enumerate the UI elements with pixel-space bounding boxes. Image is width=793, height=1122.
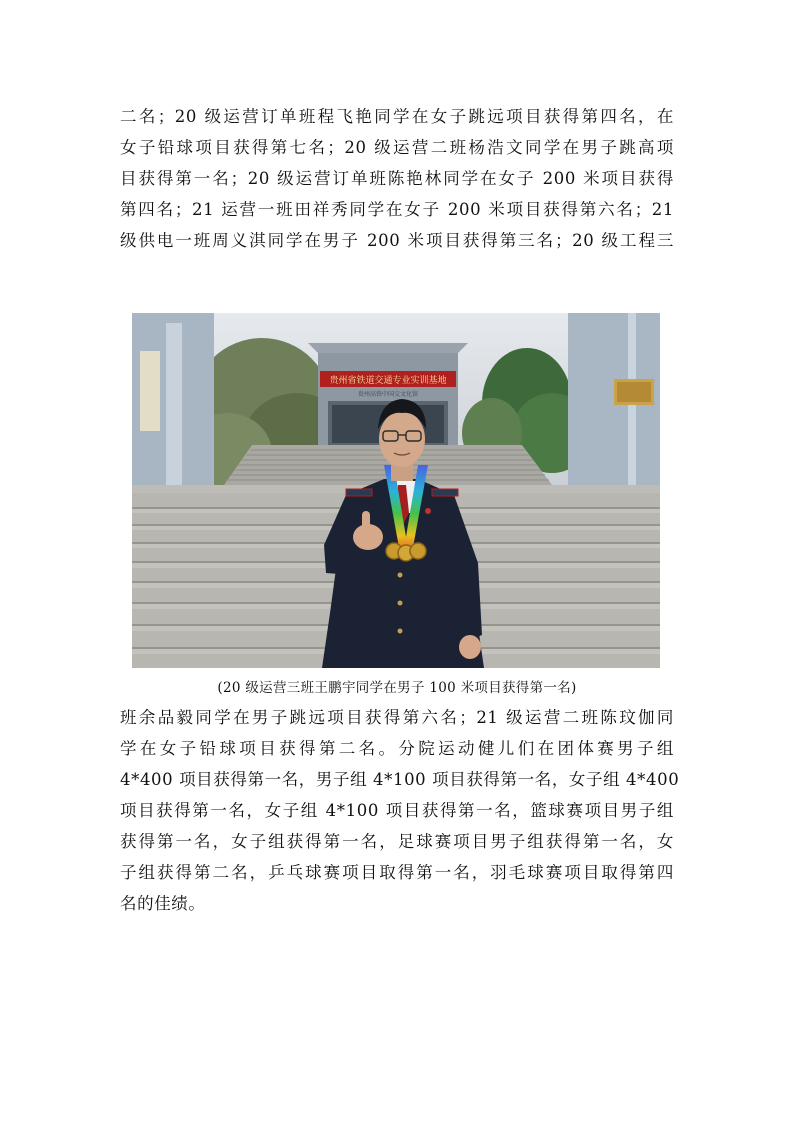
article-paragraph-bottom bbox=[120, 702, 680, 919]
athlete-photo bbox=[132, 313, 660, 668]
paragraph-line: 获得第一名，女子组获得第一名，足球赛项目男子组获得第一名，女 bbox=[120, 832, 674, 851]
paragraph-line: 目获得第一名；20 级运营订单班陈艳林同学在女子 200 米项目获得 bbox=[120, 169, 674, 188]
paragraph-line: 项目获得第一名，女子组 4*100 项目获得第一名，篮球赛项目男子组 bbox=[120, 801, 674, 820]
photo-caption: (20 级运营三班王鹏宇同学在男子 100 米项目获得第一名) bbox=[217, 680, 577, 696]
building-subsign-text: 贵州高铁中国交文化馆 bbox=[357, 391, 419, 398]
article-paragraph-top bbox=[120, 101, 674, 256]
paragraph-line: 级供电一班周义淇同学在男子 200 米项目获得第三名；20 级工程三 bbox=[120, 231, 674, 250]
paragraph-line: 女子铅球项目获得第七名；20 级运营二班杨浩文同学在男子跳高项 bbox=[120, 138, 674, 157]
building-sign-text: 贵州省铁道交通专业实训基地 bbox=[329, 376, 447, 386]
paragraph-line: 4*400 项目获得第一名，男子组 4*100 项目获得第一名，女子组 4*400 bbox=[120, 770, 680, 789]
photo-illustration bbox=[132, 313, 660, 668]
paragraph-line: 学在女子铅球项目获得第二名。分院运动健儿们在团体赛男子组 bbox=[120, 739, 674, 758]
paragraph-line: 名的佳绩。 bbox=[120, 894, 206, 913]
paragraph-line: 子组获得第二名，乒乓球赛项目取得第一名，羽毛球赛项目取得第四 bbox=[120, 863, 674, 882]
paragraph-line: 第四名；21 运营一班田祥秀同学在女子 200 米项目获得第六名；21 bbox=[120, 200, 674, 219]
paragraph-line: 二名；20 级运营订单班程飞艳同学在女子跳远项目获得第四名，在 bbox=[120, 107, 674, 126]
paragraph-line: 班余品毅同学在男子跳远项目获得第六名；21 级运营二班陈玟伽同 bbox=[120, 708, 674, 727]
